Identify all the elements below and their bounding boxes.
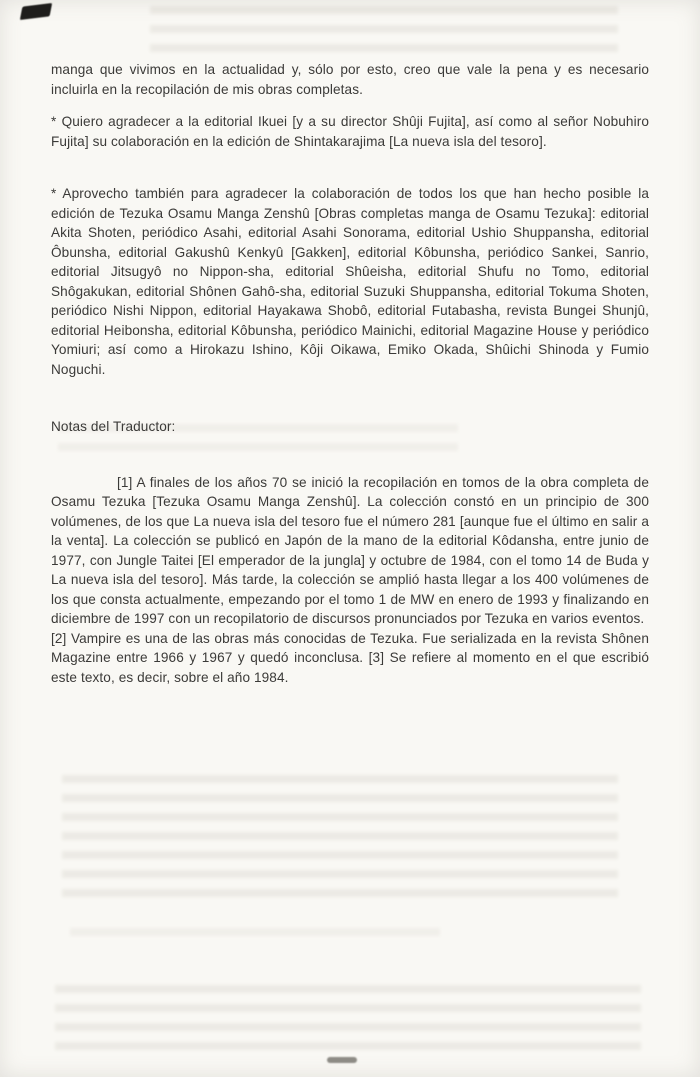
page-text-block — [51, 60, 649, 687]
translator-notes-2-3: [2] Vampire es una de las obras más conocidas de Tezuka. Fue serializada en la revista Shônen Magazine entre 1966 y 1967 y quedó inconclusa. [3] Se refiere al momento en el que escribió este texto, es decir, sobre el año 1984. — [51, 630, 649, 685]
scan-artifact-bottom-center — [327, 1057, 357, 1063]
show-through-artifact — [55, 985, 641, 1051]
show-through-artifact — [150, 6, 618, 58]
scan-artifact-top-left — [20, 3, 52, 20]
paragraph-continuation: manga que vivimos en la actualidad y, sólo por esto, creo que vale la pena y es necesario incluirla en la recopilación de mis obras completas. — [51, 62, 649, 97]
paragraph-acknowledgement-ikuei: * Quiero agradecer a la editorial Ikuei [y a su director Shûji Fujita], así como al señor Nobuhiro Fujita] su colaboración en la edición de Shintakarajima [La nueva isla del tesoro]. — [51, 114, 649, 149]
show-through-artifact — [62, 775, 618, 905]
paragraph-acknowledgement-publishers: * Aprovecho también para agradecer la colaboración de todos los que han hecho posible la edición de Tezuka Osamu Manga Zenshû [Obras completas manga de Osamu Tezuka]: editorial Akita Shoten, periódico Asahi, editorial Asahi Sonorama, editorial Ushio Shuppansha, editorial Ôbunsha, editorial Gakushû Kenkyû [Gakken], editorial Kôbunsha, periódico Sankei, Sanrio, editorial Jitsugyô no Nippon-sha, editorial Shûeisha, editorial Shufu no Tomo, editorial Shôgakukan, editorial Shônen Gahô-sha, editorial Suzuki Shuppansha, editorial Tokuma Shoten, periódico Nishi Nippon, editorial Hayakawa Shobô, editorial Futabasha, revista Bungei Shunjû, editorial Heibonsha, editorial Kôbunsha, periódico Mainichi, editorial Magazine House y periódico Yomiuri; así como a Hirokazu Ishino, Kôji Oikawa, Emiko Okada, Shûichi Shinoda y Fumio Noguchi. — [51, 186, 649, 377]
show-through-artifact — [70, 928, 440, 942]
translator-note-1: [1] A finales de los años 70 se inició la recopilación en tomos de la obra completa de Osamu Tezuka [Tezuka Osamu Manga Zenshû]. La colección constó en un principio de 300 volúmenes, de los que La nueva isla del tesoro fue el número 281 [aunque fue el último en salir a la venta]. La colección se publicó en Japón de la mano de la editorial Kôdansha, entre junio de 1977, con Jungle Taitei [El emperador de la jungla] y octubre de 1984, con el tomo 14 de Buda y La nueva isla del tesoro]. Más tarde, la colección se amplió hasta llegar a los 400 volúmenes de los que consta actualmente, empezando por el tomo 1 de MW en enero de 1993 y finalizando en diciembre de 1997 con un recopilatorio de discursos pronunciados por Tezuka en varios eventos. — [51, 474, 649, 626]
translator-notes-heading: Notas del Traductor: — [51, 419, 176, 434]
